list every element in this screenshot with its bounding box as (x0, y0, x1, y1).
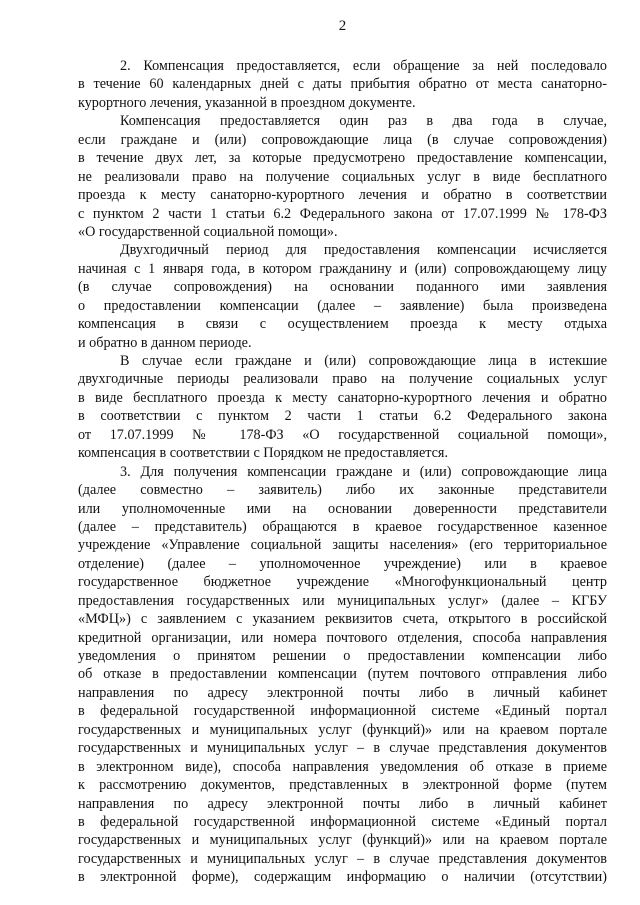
text-line: государственных и муниципальных услуг (функций)» или на краевом портале (78, 832, 607, 849)
text-line: и обратно в данном периоде. (78, 334, 252, 351)
paragraph (78, 241, 607, 352)
text-line: государственных и муниципальных услуг – в случае представления документов (78, 740, 607, 757)
text-line: государственных и муниципальных услуг – в случае представления документов (78, 850, 607, 867)
text-line: государственное бюджетное учреждение «Многофункциональный центр (78, 574, 607, 591)
text-line: курортного лечения, указанной в проездном документе. (78, 94, 416, 111)
text-line: предоставления государственных или муниципальных услуг» (далее – КГБУ (78, 592, 607, 609)
text-line: в соответствии с пунктом 2 части 1 статьи 6.2 Федерального закона (78, 408, 607, 425)
text-line: (далее совместно – заявитель) либо их законные представители (78, 482, 607, 499)
text-line: Двухгодичный период для предоставления компенсации исчисляется (120, 242, 607, 259)
text-line: в федеральной государственной информационной системе «Единый портал (78, 813, 607, 830)
text-line: начиная с 1 января года, в котором гражданину и (или) сопровождающему лицу (78, 260, 607, 277)
text-line: (в случае сопровождения) на основании поданного ими заявления (78, 279, 607, 296)
text-line: в течение 60 календарных дней с даты прибытия обратно от места санаторно- (78, 76, 607, 93)
text-line: государственных и муниципальных услуг (функций)» или на краевом портале (78, 721, 607, 738)
text-line: в электронной форме), содержащим информацию о наличии (отсутствии) (78, 869, 607, 886)
text-line: от 17.07.1999 № 178-ФЗ «О государственной социальной помощи», (78, 426, 607, 443)
paragraph (78, 463, 607, 887)
page-number: 2 (338, 18, 347, 34)
text-line: проезда к месту санаторно-курортного лечения и обратно в соответствии (78, 187, 607, 204)
text-line: 3. Для получения компенсации граждане и (или) сопровождающие лица (120, 463, 607, 480)
text-line: (далее – представитель) обращаются в краевое государственное казенное (78, 518, 607, 535)
text-line: в федеральной государственной информационной системе «Единый портал (78, 703, 607, 720)
paragraph (78, 112, 607, 241)
text-line: кредитной организации, или номера почтового отделения, способа направления (78, 629, 607, 646)
paragraph (78, 352, 607, 463)
text-line: В случае если граждане и (или) сопровождающие лица в истекшие (120, 353, 607, 369)
text-line: двухгодичные периоды реализовали право на получение социальных услуг (78, 371, 607, 388)
text-line: уведомления о принятом решении о предоставлении компенсации либо (78, 648, 607, 664)
text-line: отделение) (далее – уполномоченное учреждение) или в краевое (78, 555, 607, 572)
text-line: Компенсация предоставляется один раз в два года в случае, (120, 113, 607, 130)
text-line: о предоставлении компенсации (далее – заявление) была произведена (78, 297, 607, 314)
document-page (78, 17, 607, 887)
text-line: направления по адресу электронной почты либо в личный кабинет (78, 795, 607, 812)
text-line: направления по адресу электронной почты либо в личный кабинет (78, 684, 607, 701)
text-line: в виде бесплатного проезда к месту санаторно-курортного лечения и обратно (78, 389, 607, 406)
text-line: к рассмотрению документов, представленных в электронной форме (путем (78, 777, 607, 794)
text-line: «О государственной социальной помощи». (78, 223, 338, 240)
text-line: если граждане и (или) сопровождающие лица (в случае сопровождения) (78, 131, 607, 148)
paragraph (78, 57, 607, 112)
text-line: «МФЦ») с заявлением с указанием реквизитов счета, открытого в российской (78, 611, 607, 628)
text-line: не реализовали право на получение социальных услуг в виде бесплатного (78, 168, 607, 185)
text-line: 2. Компенсация предоставляется, если обращение за ней последовало (120, 58, 607, 74)
text-line: в электронном виде), способа направления уведомления об отказе в приеме (78, 758, 607, 775)
document-body (78, 57, 607, 887)
text-line: учреждение «Управление социальной защиты населения» (его территориальное (78, 537, 607, 554)
text-line: с пунктом 2 части 1 статьи 6.2 Федерального закона от 17.07.1999 № 178-ФЗ (78, 205, 607, 222)
text-line: об отказе в предоставлении компенсации (путем почтового отправления либо (78, 666, 607, 683)
text-line: или уполномоченные ими на основании доверенности представители (78, 500, 607, 517)
text-line: компенсация в соответствии с Порядком не предоставляется. (78, 445, 449, 462)
text-line: в течение двух лет, за которые предусмотрено предоставление компенсации, (78, 150, 607, 167)
text-line: компенсация в связи с осуществлением проезда к месту отдыха (78, 316, 607, 333)
